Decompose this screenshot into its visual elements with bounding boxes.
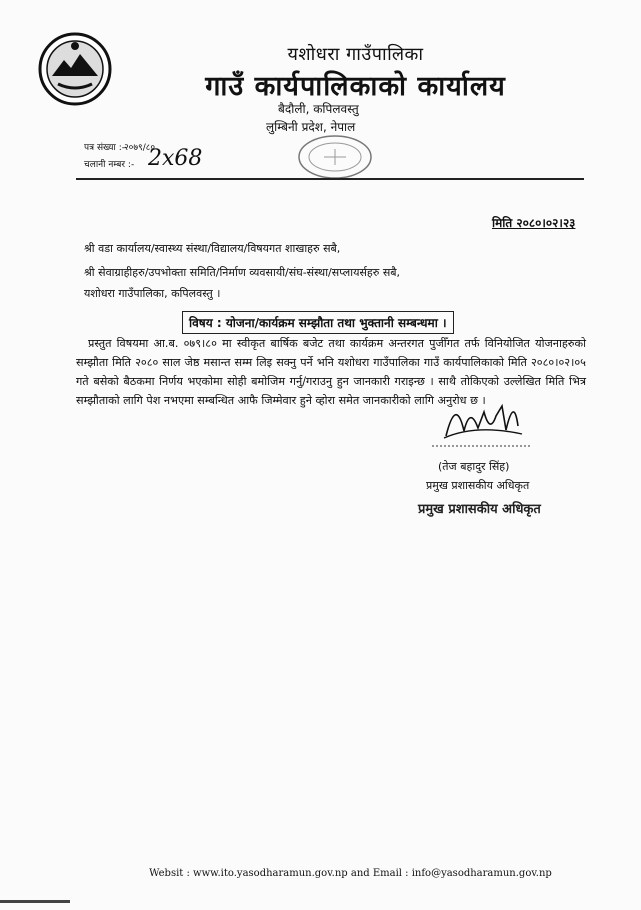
- signer-stamp: प्रमुख प्रशासकीय अधिकृत: [418, 502, 541, 517]
- signer-name: (तेज बहादुर सिंह): [438, 460, 510, 473]
- subject-line: विषय : योजना/कार्यक्रम सम्झौता तथा भुक्तानी सम्बन्धमा ।: [182, 311, 454, 334]
- recipient-line: श्री वडा कार्यालय/स्वास्थ्य संस्था/विद्यालय/विषयगत शाखाहरु सबै,: [84, 242, 341, 255]
- recipient-line: यशोधरा गाउँपालिका, कपिलवस्तु ।: [84, 287, 221, 300]
- dispatch-label: चलानी नम्बर :-: [84, 160, 135, 170]
- ref-label: पत्र संख्या :-: [84, 143, 125, 153]
- org-name: यशोधरा गाउँपालिका: [287, 44, 424, 65]
- ref-value: २०७९/८०: [124, 143, 156, 153]
- address-line-2: लुम्बिनी प्रदेश, नेपाल: [266, 120, 356, 134]
- office-title: गाउँ कार्यपालिकाको कार्यालय: [205, 71, 506, 102]
- office-stamp-icon: [296, 133, 374, 181]
- header-divider: [76, 178, 584, 180]
- bottom-edge-mark: [0, 900, 70, 903]
- signature-icon: [426, 376, 536, 456]
- letter-date: मिति २०८०।०२।२३: [492, 216, 576, 230]
- address-line-1: बैदौली, कपिलवस्तु: [278, 102, 359, 116]
- recipient-line: श्री सेवाग्राहीहरु/उपभोक्ता समिति/निर्माण व्यवसायी/संघ-संस्था/सप्लायर्सहरु सबै,: [84, 266, 401, 279]
- footer-contact: Websit : www.ito.yasodharamun.gov.np and Email : info@yasodharamun.gov.np: [149, 868, 552, 879]
- dispatch-value: 2x68: [148, 146, 203, 171]
- signer-title: प्रमुख प्रशासकीय अधिकृत: [426, 479, 530, 492]
- body-paragraph: प्रस्तुत विषयमा आ.ब. ०७९।८० मा स्वीकृत बार्षिक बजेट तथा कार्यक्रम अन्तरगत पुजीँगत तर्फ विनियोजित योजनाहरुको सम्झौता मिति २०८० साल जेष्ठ मसान्त सम्म लिइ सक्नु पर्ने भनि यशोधरा गाउँपालिका गाउँ कार्यपालिकाको मिति २०८०।०२।०५ गते बसेको बैठकमा निर्णय भएकोमा सोही बमोजिम गर्नु/गराउनु हुन जानकारी गराइन्छ । साथै तोकिएको उल्लेखित मिति भित्र सम्झौताको लागि पेश नभएमा सम्बन्धित आफै जिम्मेवार हुने व्होरा समेत जानकारीको लागि अनुरोध छ ।: [76, 337, 586, 407]
